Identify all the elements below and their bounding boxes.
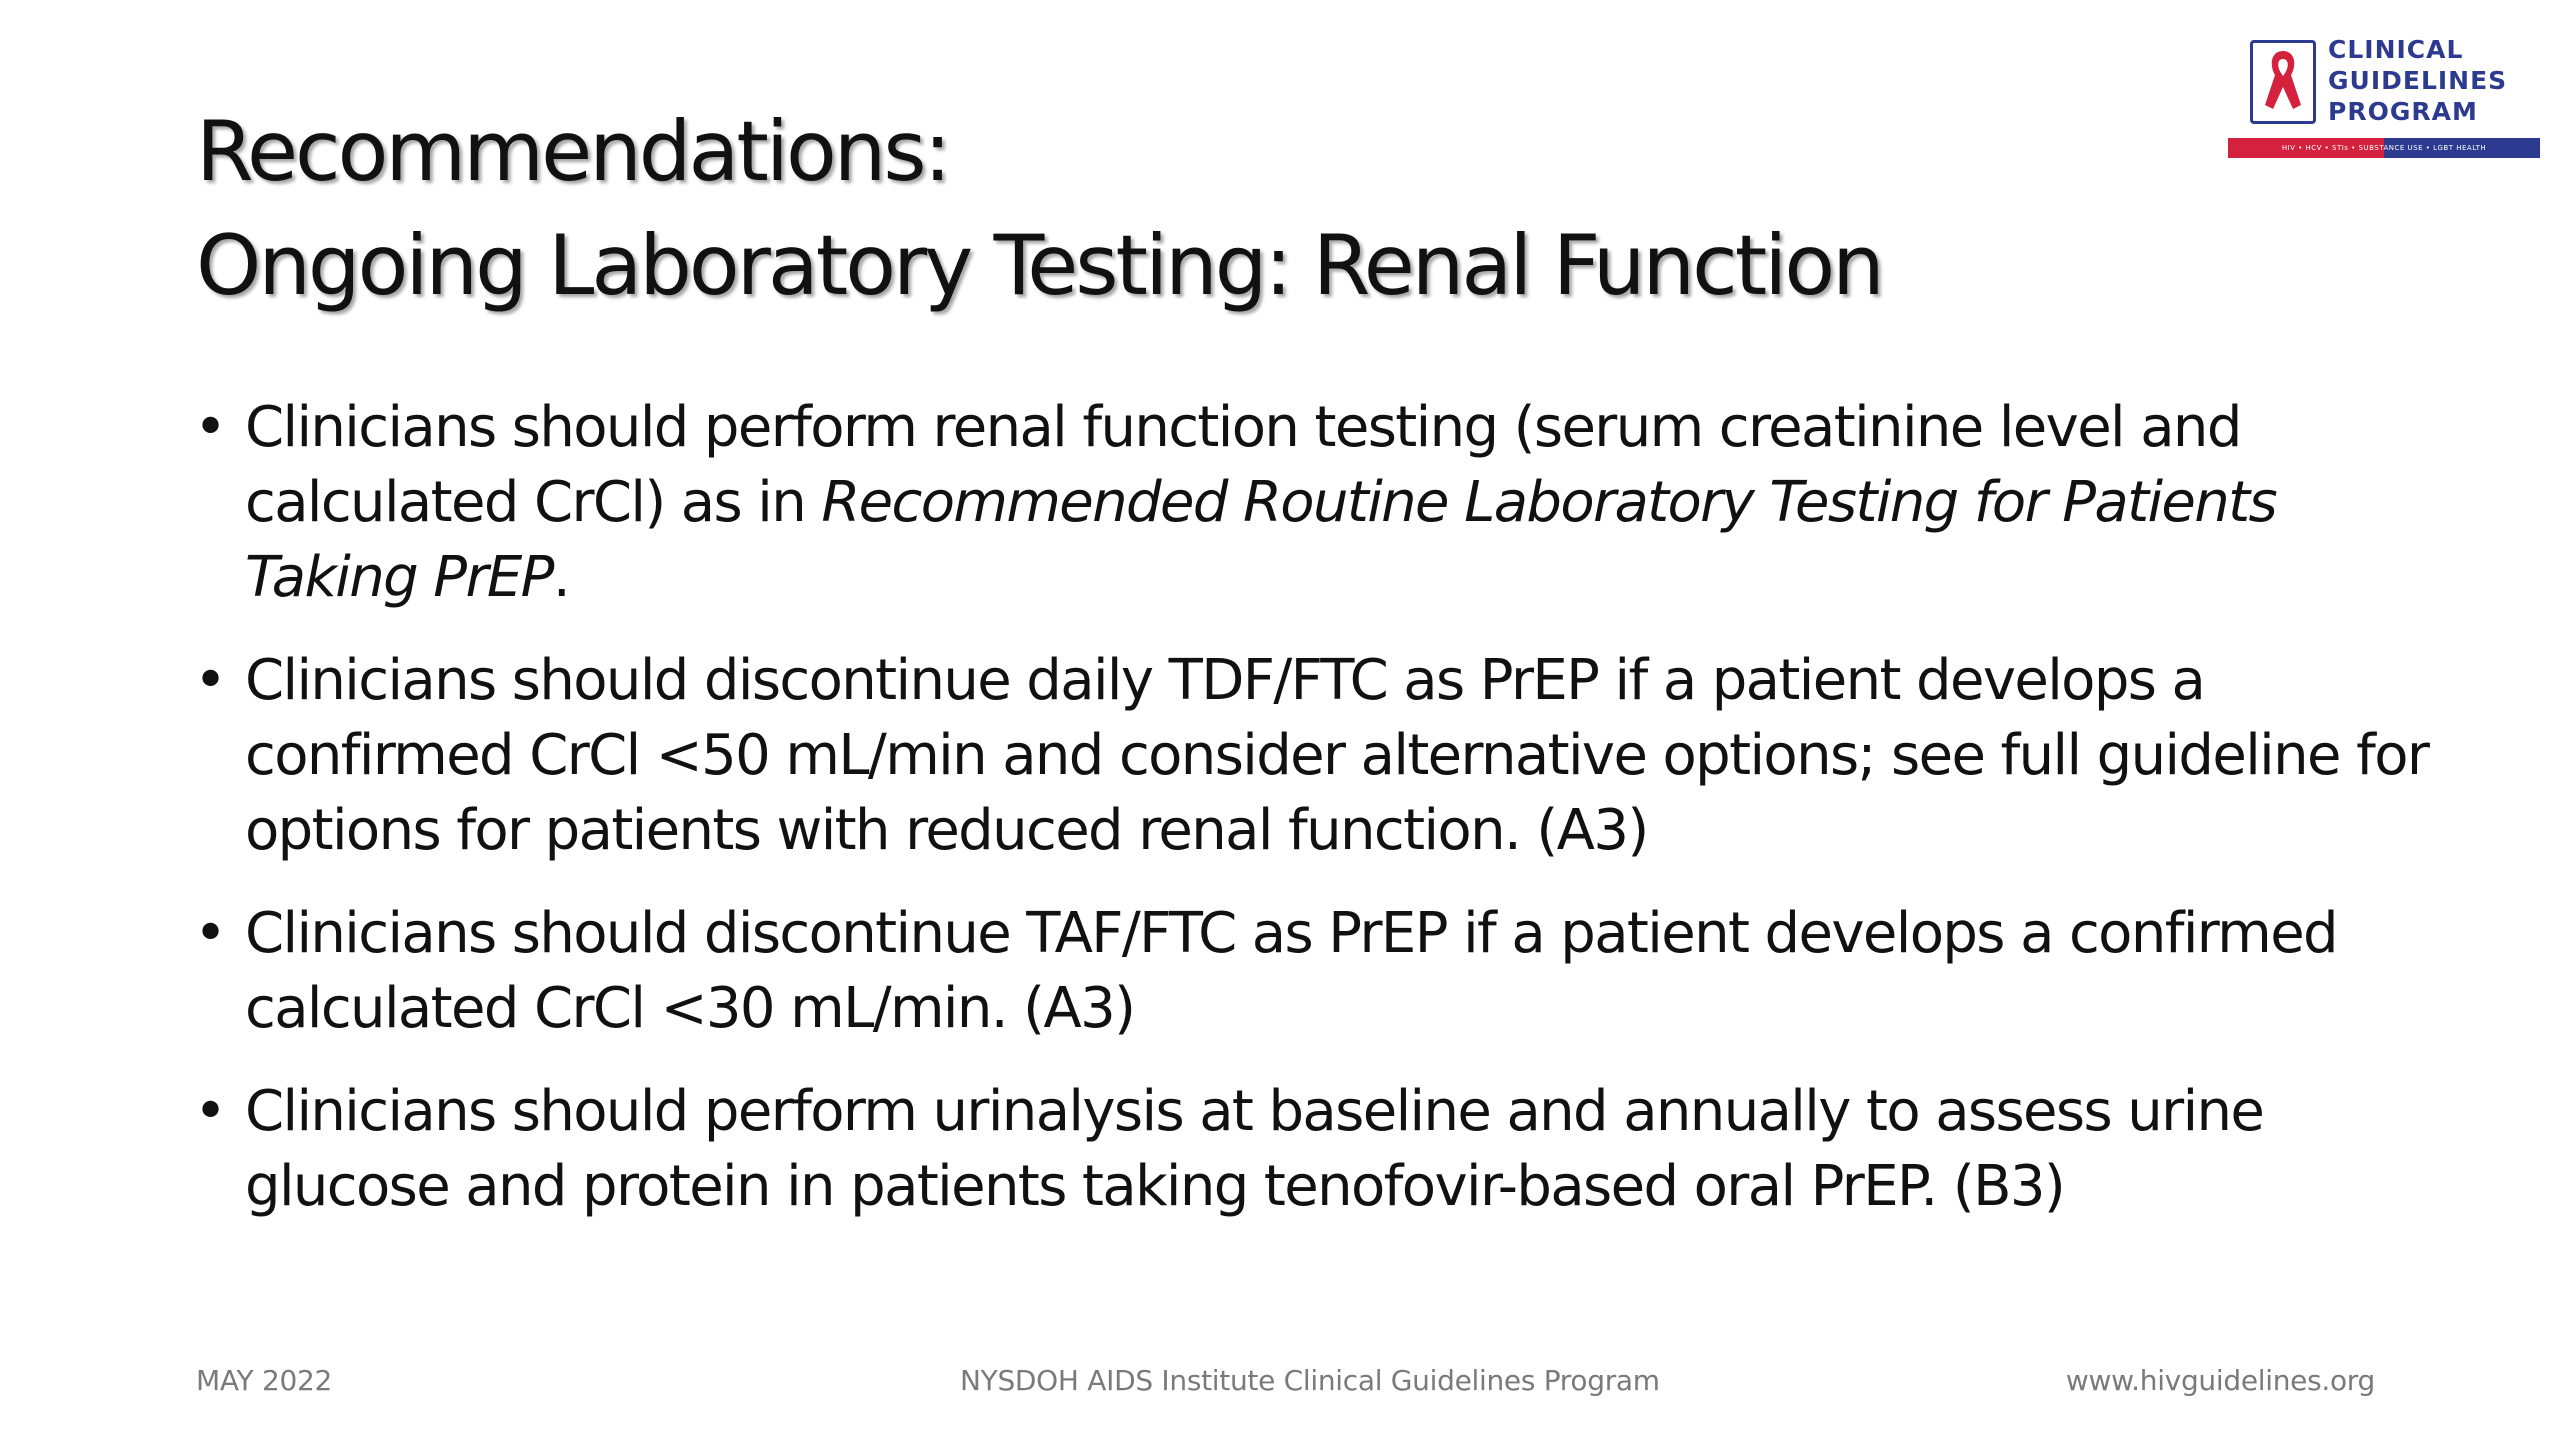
- footer-date: MAY 2022: [196, 1364, 333, 1397]
- bullet-glyph: •: [194, 901, 226, 966]
- bullet-item-2: [190, 643, 2430, 868]
- bullet-1-text-end: .: [552, 545, 570, 610]
- bullet-glyph: •: [194, 1079, 226, 1144]
- bullet-item-4: [190, 1074, 2430, 1224]
- logo-line-1: CLINICAL: [2328, 35, 2464, 64]
- bullet-1-text-start: Clinicians should perform renal function testing (serum creatinine level and calculated CrCl) as in: [245, 395, 2241, 535]
- bullet-list: [190, 390, 2430, 1252]
- footer-program-name: NYSDOH AIDS Institute Clinical Guidelines Program: [960, 1364, 1660, 1397]
- logo-line-2: GUIDELINES: [2328, 66, 2508, 95]
- logo-frame: [2250, 40, 2316, 124]
- bullet-3-text: Clinicians should discontinue TAF/FTC as PrEP if a patient develops a confirmed calculated CrCl <30 mL/min. (A3): [245, 901, 2337, 1041]
- logo-line-3: PROGRAM: [2328, 97, 2478, 126]
- slide-title: [196, 95, 2146, 323]
- red-ribbon-icon: [2253, 43, 2313, 121]
- title-line-1: Recommendations:: [196, 103, 949, 200]
- logo-wordmark: [2328, 34, 2507, 127]
- bullet-4-text: Clinicians should perform urinalysis at baseline and annually to assess urine glucose and protein in patients taking tenofovir-based oral PrEP. (B3): [245, 1079, 2264, 1219]
- bullet-1-italic-reference: Recommended Routine Laboratory Testing for Patients Taking PrEP: [245, 470, 2277, 610]
- bullet-2-text: Clinicians should discontinue daily TDF/FTC as PrEP if a patient develops a confirmed CrCl <50 mL/min and consider alternative options; see full guideline for options for patients with reduced renal function. (A3): [245, 648, 2429, 863]
- bullet-item-1: [190, 390, 2430, 615]
- bullet-glyph: •: [194, 648, 226, 713]
- clinical-guidelines-program-logo: [2228, 34, 2540, 160]
- title-line-2: Ongoing Laboratory Testing: Renal Function: [196, 217, 1882, 314]
- bullet-item-3: [190, 896, 2430, 1046]
- footer-website: www.hivguidelines.org: [2065, 1364, 2375, 1397]
- bullet-glyph: •: [194, 395, 226, 460]
- logo-tagline: HIV • HCV • STIs • SUBSTANCE USE • LGBT HEALTH: [2228, 138, 2540, 158]
